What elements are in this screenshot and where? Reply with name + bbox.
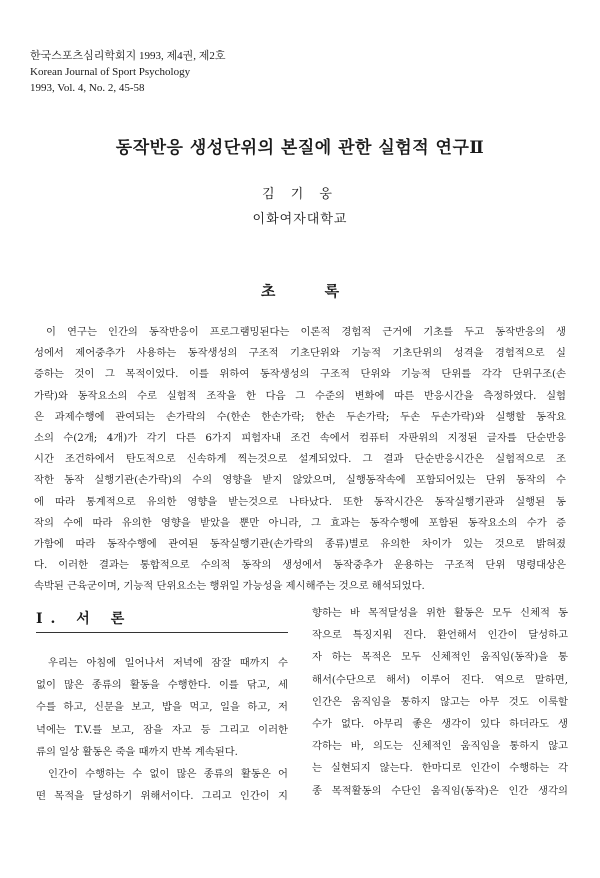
abstract-line: 에 따라 통계적으로 유의한 영향을 받는것으로 나타났다. 또한 동작시간은 동작실행기관과 실행된 동: [34, 495, 566, 508]
section-heading-introduction: Ⅰ. 서 론: [36, 611, 133, 627]
body-line: 해서(수단으로 해서) 이루어 진다. 역으로 말하면,: [312, 673, 568, 686]
abstract-line: 작의 수에 따라 유의한 영향을 받았을 뿐만 아니라, 그 효과는 동작수행에 포함된 동작요소의 수가 증: [34, 516, 566, 529]
abstract-body: [34, 322, 566, 598]
body-line: 향하는 바 목적달성을 위한 활동은 모두 신체적 동: [312, 607, 568, 619]
author-affiliation: 이화여자대학교: [252, 212, 348, 227]
left-column-body: [36, 652, 288, 807]
body-line: 자 하는 목적은 모두 신체적인 움직임(동작)을 통: [312, 651, 568, 664]
abstract-line: 은 과제수행에 관여되는 손가락의 수(한손 한손가락; 한손 두손가락; 두손 두손가락)와 실행할 동작요: [34, 410, 566, 423]
author-name: 김 기 웅: [262, 187, 338, 202]
journal-header: [30, 48, 226, 96]
abstract-line: 소의 수(2개; 4개)가 각기 다른 6가지 피험자내 조건 속에서 컴퓨터 자판위의 지정된 글자를 단순반응: [34, 432, 566, 445]
section-divider: [36, 632, 288, 633]
abstract-line: 가함에 따라 동작수행에 관여된 동작실행기관(손가락의 종류)별로 유의한 차이가 있는 것으로 밝혀졌: [34, 538, 566, 551]
abstract-line: 증하는 것이 그 목적이었다. 이를 위하여 동작생성의 구조적 단위와 기능적 단위를 각각 단위구조(손: [34, 368, 566, 381]
abstract-line: 성에서 제어중추가 사용하는 동작생성의 구조적 기초단위와 기능적 기초단위의 성격을 경험적으로 실: [34, 347, 566, 360]
paper-title: 동작반응 생성단위의 본질에 관한 실험적 연구Ⅱ: [115, 138, 485, 158]
abstract-line: 가락)와 동작요소의 수로 실험적 조작을 한 다음 그 수준의 변화에 따른 반응시간을 측정하였다. 실험: [34, 389, 566, 402]
abstract-line: 시간 조건하에서 탄도적으로 신속하게 찍는것으로 설계되었다. 그 결과 단순반응시간은 실험적으로 조: [34, 453, 566, 466]
body-line: 녁에는 T.V.를 보고, 잠을 자고 등 그리고 이러한: [36, 723, 288, 736]
abstract-heading: 초 록: [260, 282, 362, 300]
journal-header-english: Korean Journal of Sport Psychology: [30, 66, 191, 78]
abstract-line: 이 연구는 인간의 동작반응이 프로그램밍된다는 이론적 경험적 근거에 기초를 두고 동작반응의 생: [46, 326, 566, 338]
body-line: 종 목적활동의 수단인 움직임(동작)은 인간 생각의: [312, 784, 568, 797]
body-line: 류의 일상 활동은 죽을 때까지 반복 계속된다.: [36, 745, 238, 758]
abstract-line: 속박된 근육군이며, 기능적 단위요소는 행위일 가능성을 제시해주는 것으로 해석되었다.: [34, 580, 425, 593]
body-line: 수를 하고, 신문을 보고, 밥을 먹고, 일을 하고, 저: [36, 701, 288, 714]
body-line: 인간은 움직임을 통하지 않고는 아무 것도 이룩할: [312, 695, 568, 708]
right-column-body: [312, 602, 568, 802]
body-line: 각하는 바, 의도는 신체적인 움직임을 통하지 않고: [312, 740, 568, 753]
abstract-line: 다. 이러한 결과는 통합적으로 수의적 동작의 생성에서 동작중추가 운용하는 구조적 단위 명령대상은: [34, 559, 566, 572]
abstract-line: 작한 동작 실행기관(손가락)의 수의 영향을 받지 않았으며, 실행동작속에 포함되어있는 단위 동작의 수: [34, 474, 566, 487]
body-line: 수가 없다. 아무리 좋은 생각이 있다 하더라도 생: [312, 718, 568, 731]
journal-header-volume: 1993, Vol. 4, No. 2, 45-58: [30, 82, 145, 94]
body-line: 떤 목적을 달성하기 위해서이다. 그리고 인간이 지: [36, 790, 288, 803]
body-line: 우리는 아침에 일어나서 저녁에 잠잘 때까지 수: [48, 657, 288, 669]
body-line: 는 실현되지 않는다. 한마디로 인간이 수행하는 각: [312, 762, 568, 775]
body-line: 작으로 특징지워 진다. 환언해서 인간이 달성하고: [312, 629, 568, 642]
body-line: 없이 많은 종류의 활동을 수행한다. 이를 닦고, 세: [36, 679, 288, 692]
journal-header-korean: 한국스포츠심리학회지 1993, 제4권, 제2호: [30, 50, 226, 62]
body-line: 인간이 수행하는 수 없이 많은 종류의 활동은 어: [48, 768, 288, 781]
